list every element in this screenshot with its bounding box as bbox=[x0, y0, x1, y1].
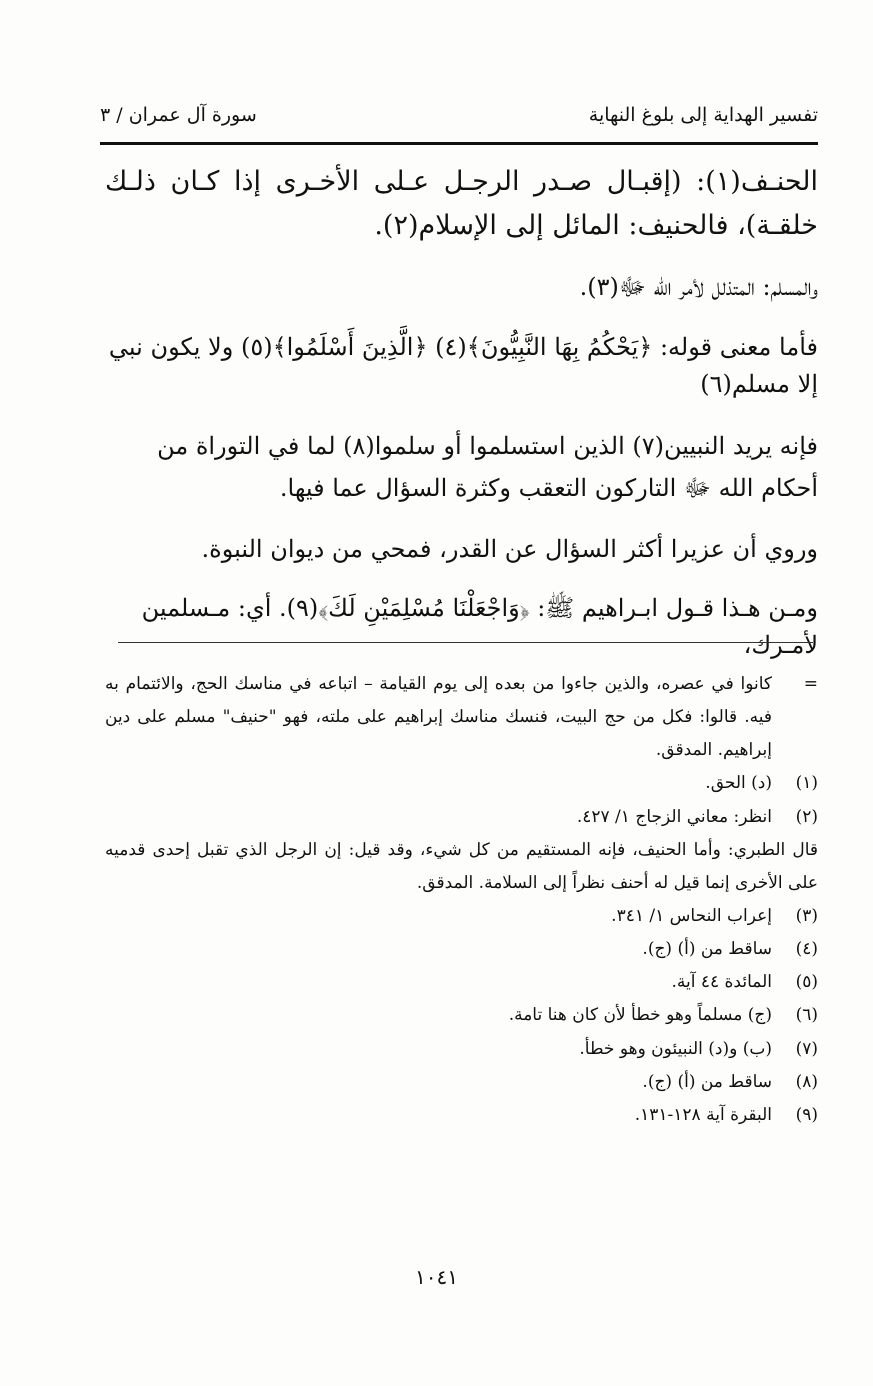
footnote-number: (٣) bbox=[795, 905, 818, 926]
paragraph-5: وروي أن عزيرا أكثر السؤال عن القدر، فمحي من ديوان النبوة. bbox=[201, 535, 818, 564]
footnote-item bbox=[105, 801, 818, 834]
running-header bbox=[100, 96, 818, 145]
footnote-number: (٨) bbox=[795, 1071, 818, 1092]
book-title: تفسير الهداية إلى بلوغ النهاية bbox=[588, 104, 818, 126]
footnote-item bbox=[105, 767, 818, 800]
footnote-text: (ج) مسلماً وهو خطأ لأن كان هنا تامة. bbox=[508, 1005, 772, 1026]
paragraph-3: فأما معنى قوله: ﴿يَحْكُمُ بِهَا النَّبِيُّونَ﴾(٤) ﴿الَّذِينَ أَسْلَمُوا﴾(٥) ولا يكون نبي إلا مسلم(٦) bbox=[108, 332, 818, 398]
paragraph-1: الحنـف(١): (إقبـال صـدر الرجـل عـلى الأخـرى إذا كـان ذلـك خلقـة)، فالحنيف: المائل إلى الإسلام(٢). bbox=[105, 166, 818, 241]
footnote-item bbox=[105, 999, 818, 1032]
footnote-item bbox=[105, 1099, 818, 1132]
footnote-text: انظر: معاني الزجاج ١/ ٤٢٧. bbox=[576, 806, 772, 827]
footnote-item bbox=[105, 900, 818, 933]
footnote-divider bbox=[118, 642, 813, 643]
footnote-text: (ب) و(د) النبيئون وهو خطأ. bbox=[579, 1038, 772, 1059]
footnote-text: إعراب النحاس ١/ ٣٤١. bbox=[611, 905, 772, 926]
footnote-text: البقرة آية ١٢٨-١٣١. bbox=[634, 1104, 772, 1125]
footnote-number: (٢) bbox=[795, 806, 818, 827]
footnote-number: (٩) bbox=[795, 1104, 818, 1125]
footnote-item bbox=[105, 966, 818, 999]
footnote-number: (٥) bbox=[795, 972, 818, 993]
footnote-item bbox=[105, 1033, 818, 1066]
footnote-number: (٤) bbox=[795, 939, 818, 960]
footnote-text: (د) الحق. bbox=[705, 773, 772, 794]
footnote-continuation bbox=[105, 668, 818, 767]
footnote-item bbox=[105, 933, 818, 966]
main-text bbox=[105, 160, 818, 665]
continuation-marker: = bbox=[803, 674, 818, 694]
footnote-number: (٧) bbox=[795, 1038, 818, 1059]
surah-label: سورة آل عمران / ٣ bbox=[100, 104, 257, 126]
footnote-text: ساقط من (أ) (ج). bbox=[642, 939, 772, 960]
paragraph-2: والمسلم: المتذلل لأمر الله ﷻ(٣). bbox=[579, 273, 818, 302]
footnote-text: ساقط من (أ) (ج). bbox=[642, 1071, 772, 1092]
page-number: ١٠٤١ bbox=[415, 1265, 458, 1289]
footnote-extra: قال الطبري: وأما الحنيف، فإنه المستقيم من كل شيء، وقد قيل: إن الرجل الذي تقبل إحدى قدميه على الأخرى إنما قيل له أحنف نظراً إلى السلامة. المدقق. bbox=[105, 839, 818, 893]
footnote-item bbox=[105, 1066, 818, 1099]
continuation-text: كانوا في عصره، والذين جاءوا من بعده إلى يوم القيامة – اتباعه في مناسك الحج، والائتمام به فيه. قالوا: فكل من حج البيت، فنسك مناسك إبراهيم على ملته، فهو "حنيف" مسلم على دين إبراهيم. المدقق. bbox=[105, 674, 772, 761]
footnote-number: (٦) bbox=[795, 1005, 818, 1026]
footnote-text: المائدة ٤٤ آية. bbox=[671, 972, 772, 993]
footnotes bbox=[105, 668, 818, 1132]
footnote-number: (١) bbox=[795, 773, 818, 794]
paragraph-4: فإنه يريد النبيين(٧) الذين استسلموا أو سلموا(٨) لما في التوراة من أحكام الله ﷻ التاركون التعقب وكثرة السؤال عما فيها. bbox=[157, 432, 818, 503]
paragraph-6: ومـن هـذا قـول ابـراهيم ﷺ: ﴿وَاجْعَلْنَا مُسْلِمَيْنِ لَكَ﴾(٩). أي: مـسلمين لأمـرك، bbox=[141, 594, 818, 660]
